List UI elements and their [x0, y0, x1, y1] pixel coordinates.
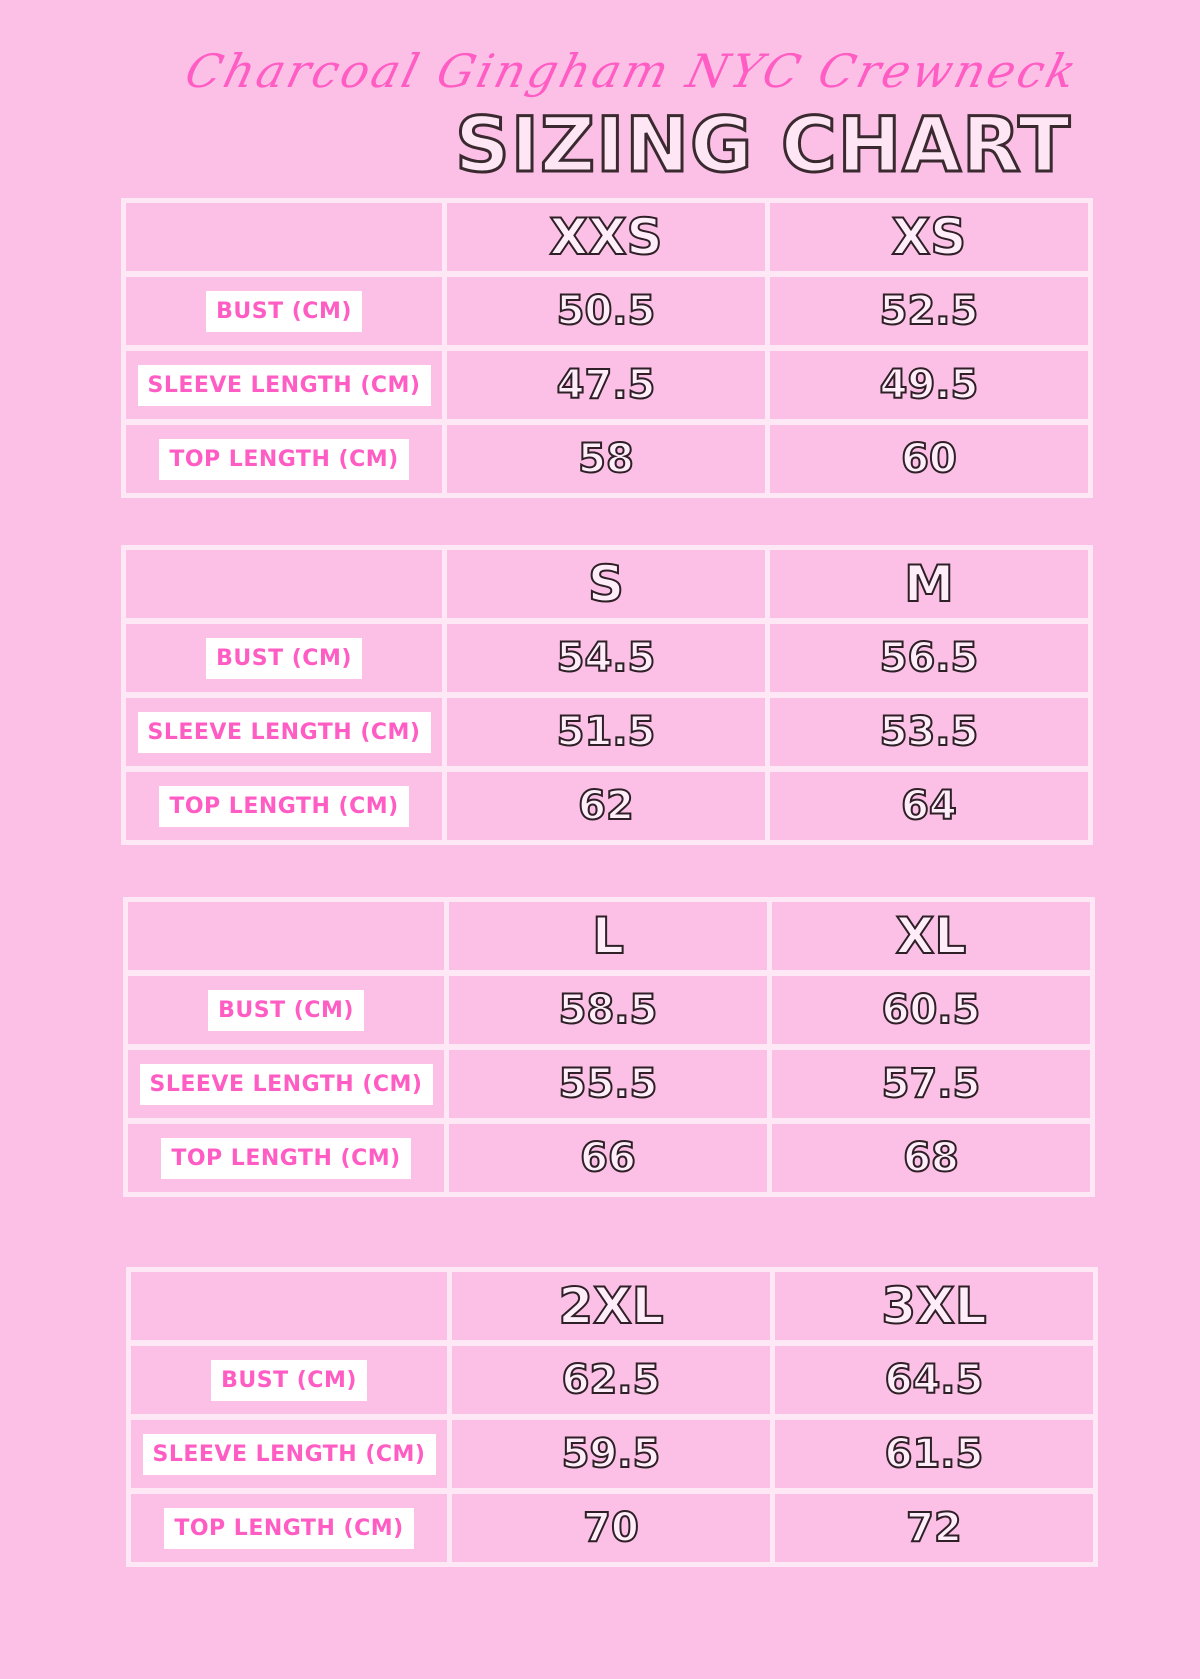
- sleeve-length-value: 55.5: [449, 1050, 767, 1118]
- row-label-cell: [126, 425, 442, 493]
- bust-value: 58.5: [449, 976, 767, 1044]
- bust-label: BUST (CM): [211, 1360, 367, 1401]
- bust-value: 60.5: [772, 976, 1090, 1044]
- top-length-value: 60: [770, 425, 1088, 493]
- sleeve-length-value: 61.5: [775, 1420, 1093, 1488]
- row-label-cell: [126, 624, 442, 692]
- top-length-label: TOP LENGTH (CM): [164, 1508, 413, 1549]
- row-label-cell: [126, 698, 442, 766]
- sleeve-length-label: SLEEVE LENGTH (CM): [140, 1064, 433, 1105]
- top-length-value: 62: [447, 772, 765, 840]
- top-length-label: TOP LENGTH (CM): [159, 786, 408, 827]
- row-label-cell: [126, 772, 442, 840]
- header-blank-cell: [126, 550, 442, 618]
- size-header: L: [449, 902, 767, 970]
- sleeve-length-label: SLEEVE LENGTH (CM): [138, 712, 431, 753]
- size-header: XS: [770, 203, 1088, 271]
- header-blank-cell: [126, 203, 442, 271]
- bust-label: BUST (CM): [208, 990, 364, 1031]
- bust-value: 52.5: [770, 277, 1088, 345]
- size-header: XL: [772, 902, 1090, 970]
- product-name: Charcoal Gingham NYC Crewneck: [180, 44, 1085, 98]
- bust-value: 56.5: [770, 624, 1088, 692]
- size-header: 3XL: [775, 1272, 1093, 1340]
- row-label-cell: [126, 351, 442, 419]
- sleeve-length-label: SLEEVE LENGTH (CM): [143, 1434, 436, 1475]
- size-header: S: [447, 550, 765, 618]
- row-label-cell: [131, 1494, 447, 1562]
- top-length-value: 72: [775, 1494, 1093, 1562]
- row-label-cell: [128, 976, 444, 1044]
- sleeve-length-value: 49.5: [770, 351, 1088, 419]
- row-label-cell: [126, 277, 442, 345]
- row-label-cell: [131, 1346, 447, 1414]
- top-length-value: 64: [770, 772, 1088, 840]
- top-length-label: TOP LENGTH (CM): [159, 439, 408, 480]
- page-title: SIZING CHART: [455, 100, 1071, 189]
- sleeve-length-value: 53.5: [770, 698, 1088, 766]
- header-blank-cell: [131, 1272, 447, 1340]
- bust-label: BUST (CM): [206, 291, 362, 332]
- bust-label: BUST (CM): [206, 638, 362, 679]
- bust-value: 54.5: [447, 624, 765, 692]
- sleeve-length-value: 47.5: [447, 351, 765, 419]
- header-blank-cell: [128, 902, 444, 970]
- row-label-cell: [131, 1420, 447, 1488]
- bust-value: 50.5: [447, 277, 765, 345]
- row-label-cell: [128, 1050, 444, 1118]
- size-header: XXS: [447, 203, 765, 271]
- top-length-value: 70: [452, 1494, 770, 1562]
- row-label-cell: [128, 1124, 444, 1192]
- size-table-xxs-xs: [121, 198, 1093, 498]
- sleeve-length-value: 51.5: [447, 698, 765, 766]
- top-length-value: 68: [772, 1124, 1090, 1192]
- bust-value: 62.5: [452, 1346, 770, 1414]
- sleeve-length-value: 57.5: [772, 1050, 1090, 1118]
- size-header: 2XL: [452, 1272, 770, 1340]
- bust-value: 64.5: [775, 1346, 1093, 1414]
- top-length-value: 66: [449, 1124, 767, 1192]
- size-table-l-xl: [123, 897, 1095, 1197]
- size-table-2xl-3xl: [126, 1267, 1098, 1567]
- top-length-value: 58: [447, 425, 765, 493]
- top-length-label: TOP LENGTH (CM): [161, 1138, 410, 1179]
- size-header: M: [770, 550, 1088, 618]
- sleeve-length-value: 59.5: [452, 1420, 770, 1488]
- size-table-s-m: [121, 545, 1093, 845]
- sleeve-length-label: SLEEVE LENGTH (CM): [138, 365, 431, 406]
